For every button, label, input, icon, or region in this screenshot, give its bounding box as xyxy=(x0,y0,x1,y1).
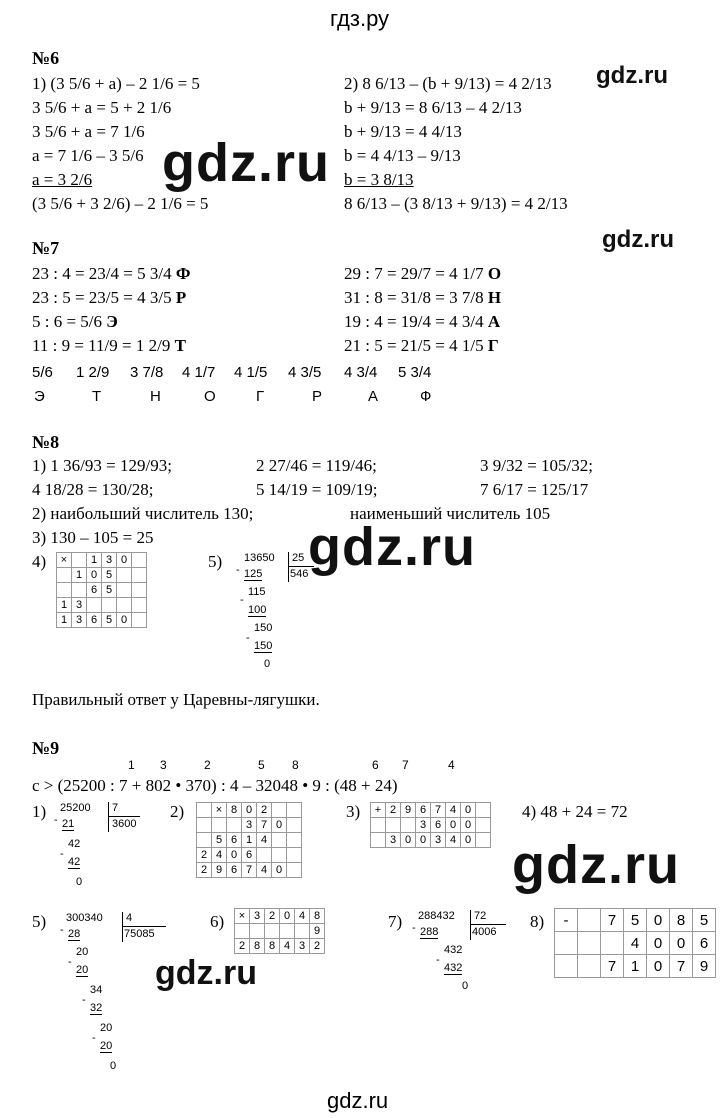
order-number: 3 xyxy=(160,758,167,772)
task-6-title: №6 xyxy=(32,48,60,68)
order-number: 7 xyxy=(402,758,409,772)
label: 4) xyxy=(32,552,47,571)
fraction: 5/6 xyxy=(32,364,53,381)
subtraction-grid: - 7 5 0 8 5 4 0 0 6 7 1 0 7 9 xyxy=(554,908,716,978)
long-division: 288432 72 4006 - 288 432 - 432 0 xyxy=(412,910,512,1002)
task-8-title: №8 xyxy=(32,432,60,452)
task-6-right-line: b + 9/13 = 8 6/13 – 4 2/13 xyxy=(344,98,522,117)
fraction: 3 7/8 xyxy=(130,364,164,381)
multiplication-grid: × 3 2 0 4 8 9 2 8 8 4 3 2 xyxy=(234,908,325,954)
letter: Ф xyxy=(420,388,432,405)
label: 3) xyxy=(346,802,361,821)
letter: Ф xyxy=(175,264,191,283)
label: 6) xyxy=(210,912,225,931)
letter: Р xyxy=(175,288,187,307)
addition-grid: + 2 9 6 7 4 0 3 6 0 0 3 0 0 3 4 0 xyxy=(370,802,491,848)
equation: 23 : 5 = 23/5 = 4 3/5 xyxy=(32,288,176,307)
order-number: 4 xyxy=(448,758,455,772)
label: 1) xyxy=(32,802,47,821)
fraction: 1 2/9 xyxy=(76,364,110,381)
task-6-right-answer: b = 3 8/13 xyxy=(344,170,414,189)
fraction: 5 3/4 xyxy=(398,364,432,381)
task-7-right-line xyxy=(344,312,500,332)
fraction: 4 1/5 xyxy=(234,364,268,381)
task-6-left-line: 3 5/6 + a = 7 1/6 xyxy=(32,122,145,141)
label: 5) xyxy=(208,552,223,571)
watermark: gdz.ru xyxy=(596,62,668,89)
watermark: gdz.ru xyxy=(602,226,674,253)
multiplication-grid: × 1 3 0 1 0 5 6 5 1 3 1 3 6 5 0 xyxy=(56,552,147,628)
letter: Э xyxy=(34,388,45,405)
letter: А xyxy=(487,312,501,331)
task-6-right-check: 8 6/13 – (3 8/13 + 9/13) = 4 2/13 xyxy=(344,194,568,213)
task-8-line: 3) 130 – 105 = 25 xyxy=(32,528,154,547)
task-6-left-answer: a = 3 2/6 xyxy=(32,170,93,189)
task-6-left-line: 3 5/6 + a = 5 + 2 1/6 xyxy=(32,98,172,117)
equation: 5 : 6 = 5/6 xyxy=(32,312,107,331)
task-7-right-line xyxy=(344,264,501,284)
long-division: 13650 25 546 - 125 115 - 100 150 - 150 0 xyxy=(236,552,316,676)
task-7-left-line xyxy=(32,312,118,332)
equation: 31 : 8 = 31/8 = 3 7/8 xyxy=(344,288,488,307)
watermark: gdz.ru xyxy=(162,133,330,193)
order-number: 6 xyxy=(372,758,379,772)
watermark: gdz.ru xyxy=(308,517,476,577)
task-8-line: 5 14/19 = 109/19; xyxy=(256,480,378,499)
letter: Н xyxy=(487,288,502,307)
multiplication-grid: × 8 0 2 3 7 0 5 6 1 4 2 4 0 6 2 9 6 7 4 0 xyxy=(196,802,302,878)
equation: 23 : 4 = 23/4 = 5 3/4 xyxy=(32,264,176,283)
equation: 19 : 4 = 19/4 = 4 3/4 xyxy=(344,312,488,331)
letter: Н xyxy=(150,388,161,405)
task-8-line: 3 9/32 = 105/32; xyxy=(480,456,594,475)
task-7-title: №7 xyxy=(32,238,60,258)
order-number: 1 xyxy=(128,758,135,772)
task-8-line: 4 18/28 = 130/28; xyxy=(32,480,154,499)
site-footer: gdz.ru xyxy=(327,1088,389,1113)
letter: О xyxy=(204,388,216,405)
task-6-right-line: 2) 8 6/13 – (b + 9/13) = 4 2/13 xyxy=(344,74,552,93)
fraction: 4 1/7 xyxy=(182,364,216,381)
letter: Т xyxy=(174,336,186,355)
label: 2) xyxy=(170,802,185,821)
letter: Р xyxy=(312,388,323,405)
long-division: 25200 7 3600 - 21 42 - 42 0 xyxy=(54,802,144,894)
task-8-answer: Правильный ответ у Царевны-лягушки. xyxy=(32,690,320,709)
letter: Т xyxy=(92,388,102,405)
equation: 21 : 5 = 21/5 = 4 1/5 xyxy=(344,336,488,355)
task-6-right-line: b + 9/13 = 4 4/13 xyxy=(344,122,462,141)
order-number: 2 xyxy=(204,758,211,772)
long-division: 300340 4 75085 - 28 20 - 20 34 - 32 20 - 20 0 xyxy=(60,912,170,1098)
task-6-left-line: 1) (3 5/6 + a) – 2 1/6 = 5 xyxy=(32,74,200,93)
letter: А xyxy=(368,388,379,405)
task-7-right-line xyxy=(344,288,501,308)
site-header: гдз.ру xyxy=(330,6,390,31)
task-7-left-line xyxy=(32,336,186,356)
task-7-right-line xyxy=(344,336,499,356)
task-9-step-4: 4) 48 + 24 = 72 xyxy=(522,802,628,821)
task-8-line: 2) наибольший числитель 130; xyxy=(32,504,254,523)
equation: 29 : 7 = 29/7 = 4 1/7 xyxy=(344,264,488,283)
task-9-expression: c > (25200 : 7 + 802 • 370) : 4 – 32048 • 9 : (48 + 24) xyxy=(32,776,398,795)
order-number: 5 xyxy=(258,758,265,772)
letter: Г xyxy=(256,388,265,405)
task-7-left-line xyxy=(32,288,186,308)
order-number: 8 xyxy=(292,758,299,772)
task-7-left-line xyxy=(32,264,190,284)
label: 5) xyxy=(32,912,47,931)
task-6-right-line: b = 4 4/13 – 9/13 xyxy=(344,146,461,165)
task-6-left-line: a = 7 1/6 – 3 5/6 xyxy=(32,146,144,165)
label: 8) xyxy=(530,912,545,931)
watermark: gdz.ru xyxy=(512,835,680,895)
letter: Э xyxy=(106,312,118,331)
watermark: gdz.ru xyxy=(155,954,257,992)
label: 7) xyxy=(388,912,403,931)
fraction: 4 3/5 xyxy=(288,364,322,381)
fraction: 4 3/4 xyxy=(344,364,378,381)
letter: Г xyxy=(487,336,499,355)
equation: 11 : 9 = 11/9 = 1 2/9 xyxy=(32,336,175,355)
task-8-line: 2 27/46 = 119/46; xyxy=(256,456,377,475)
task-6-left-check: (3 5/6 + 3 2/6) – 2 1/6 = 5 xyxy=(32,194,209,213)
letter: О xyxy=(487,264,502,283)
task-8-line: наименьший числитель 105 xyxy=(350,504,551,523)
task-8-line: 7 6/17 = 125/17 xyxy=(480,480,589,499)
task-9-title: №9 xyxy=(32,738,60,758)
task-8-line: 1) 1 36/93 = 129/93; xyxy=(32,456,172,475)
